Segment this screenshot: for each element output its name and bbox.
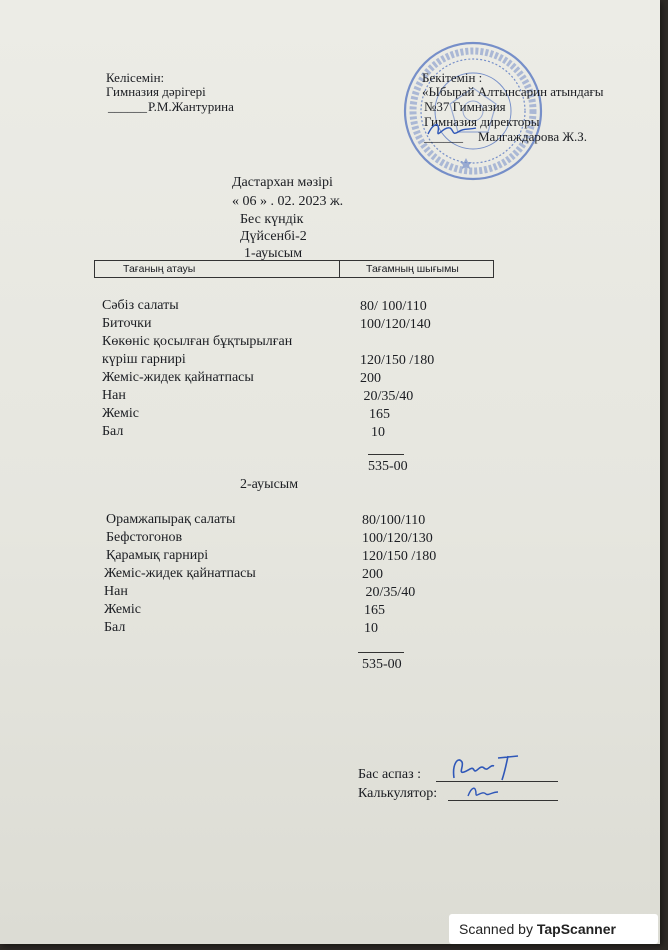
menu-title: Дастархан мәзірі	[232, 175, 333, 190]
shift2-item-yield: 20/35/40	[362, 585, 416, 600]
shift2-item-name: Орамжапырақ салаты	[106, 512, 236, 527]
shift1-total: 535-00	[368, 459, 408, 474]
scanner-watermark	[449, 914, 658, 944]
calculator-label: Калькулятор:	[358, 786, 438, 801]
approval-right-signature-line: ______	[424, 129, 463, 144]
director-signature-icon	[424, 118, 484, 142]
approval-left-name: Р.М.Жантурина	[148, 99, 234, 114]
shift2-item-yield: 120/150 /180	[362, 549, 437, 564]
approval-right-line2: №37 Гимназия	[424, 99, 506, 114]
approval-left-label: Келісемін:	[106, 70, 165, 85]
shift1-item-name: Сәбіз салаты	[102, 298, 179, 313]
shift1-item-name: күріш гарнирі	[102, 352, 186, 367]
shift1-item-yield: 20/35/40	[360, 389, 414, 404]
shift2-total-divider	[358, 652, 404, 653]
column-header-yield: Тағамның шығымы	[339, 261, 493, 277]
shift2-item-name: Жеміс	[104, 602, 142, 617]
approval-left-signature-line: ______	[108, 99, 147, 114]
shift1-item-name: Нан	[102, 388, 126, 403]
watermark-prefix: Scanned by	[459, 921, 537, 937]
shift2-item-name: Бал	[104, 620, 126, 635]
shift2-item-yield: 200	[362, 567, 383, 582]
shift1-item-yield: 120/150 /180	[360, 353, 435, 368]
shift2-item-name: Бефстогонов	[106, 530, 183, 545]
approval-right-name: Малгаждарова Ж.З.	[478, 129, 588, 144]
shift1-item-yield: 10	[364, 425, 385, 440]
shift2-item-yield: 165	[364, 603, 385, 618]
table-header	[94, 260, 494, 278]
watermark-brand: TapScanner	[536, 921, 616, 937]
shift1-item-name: Биточки	[102, 316, 152, 331]
menu-days: Бес күндік	[240, 212, 304, 227]
shift2-item-yield: 10	[364, 621, 378, 636]
shift2-item-name: Жеміс-жидек қайнатпасы	[104, 566, 256, 581]
shift1-item-name: Жеміс	[102, 406, 140, 421]
shift1-item-name: Бал	[102, 424, 124, 439]
approval-right-line3: Гимназия директоры	[424, 114, 540, 129]
shift1-total-divider	[368, 454, 404, 455]
shift1-item-yield: 80/ 100/110	[360, 299, 427, 314]
calculator-signature-icon	[464, 782, 504, 802]
column-header-dish-name: Тағаның атауы	[123, 263, 196, 275]
shift1-item-yield: 100/120/140	[360, 317, 431, 332]
chef-label: Бас аспаз :	[358, 767, 422, 782]
approval-right-label: Бекітемін :	[422, 70, 483, 85]
shift2-item-yield: 80/100/110	[362, 513, 426, 528]
shift2-item-name: Қарамық гарнирі	[106, 548, 209, 563]
shift1-title: 1-ауысым	[244, 246, 303, 261]
menu-day: Дүйсенбі-2	[240, 229, 307, 244]
menu-date: « 06 » . 02. 2023 ж.	[232, 194, 344, 209]
shift2-item-name: Нан	[104, 584, 128, 599]
shift1-item-yield: 200	[360, 371, 381, 386]
approval-left-role: Гимназия дәрігері	[106, 84, 206, 99]
shift2-title: 2-ауысым	[240, 477, 299, 492]
chef-signature-icon	[448, 752, 528, 786]
shift1-item-name: Көкөніс қосылған бұқтырылған	[102, 334, 293, 349]
shift2-total: 535-00	[362, 657, 402, 672]
shift1-item-name: Жеміс-жидек қайнатпасы	[102, 370, 254, 385]
shift1-item-yield: 165	[362, 407, 390, 422]
shift2-item-yield: 100/120/130	[362, 531, 433, 546]
approval-right-line1: «Ыбырай Алтынсарин атындағы	[422, 84, 604, 99]
